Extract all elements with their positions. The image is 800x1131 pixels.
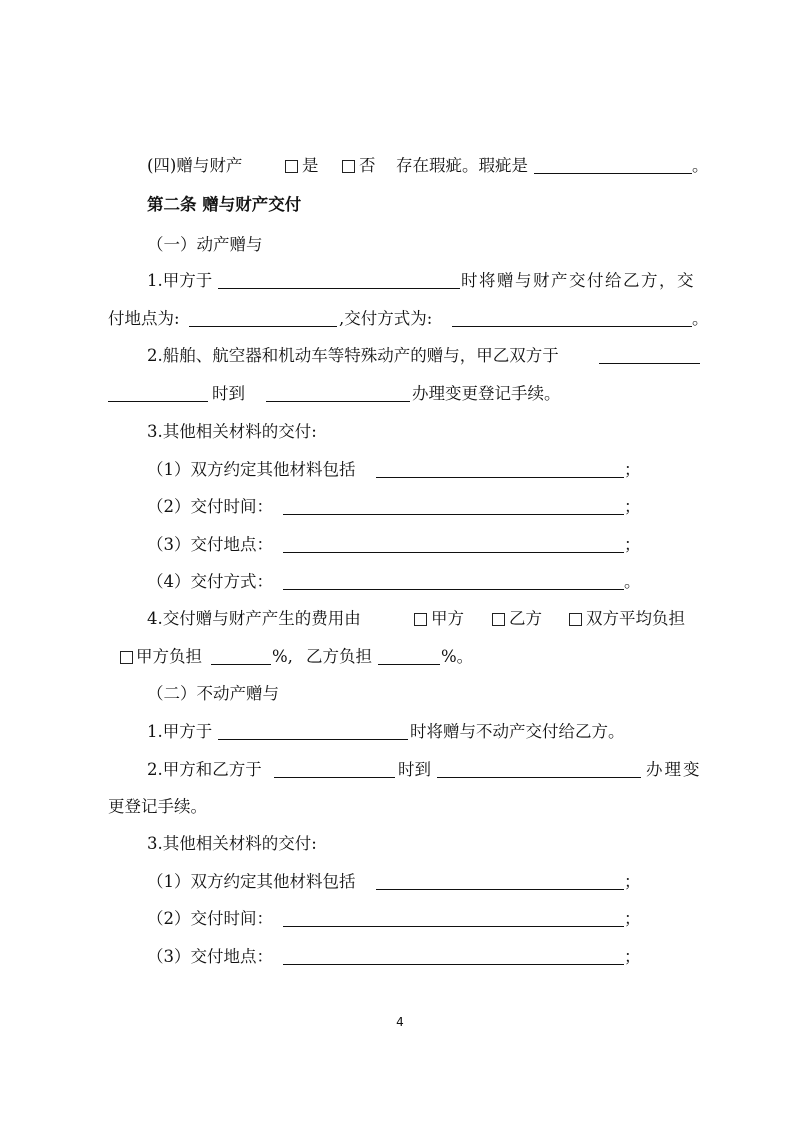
- checkbox-yes-label: 是: [302, 156, 319, 175]
- text: %。: [441, 647, 474, 666]
- text: 付地点为:: [108, 309, 180, 328]
- text: ；: [624, 872, 641, 891]
- immovable-date-blank[interactable]: [274, 777, 395, 778]
- text: （3）交付地点：: [147, 535, 273, 554]
- imm-materials-place-blank[interactable]: [283, 964, 624, 965]
- checkbox-party-b[interactable]: [492, 613, 505, 626]
- checkbox-party-a-share[interactable]: [120, 651, 133, 664]
- period: 。: [692, 156, 709, 175]
- defect-label: 存在瑕疵。瑕疵是: [396, 156, 528, 175]
- party-b-percent-blank[interactable]: [378, 664, 440, 665]
- text: 1.甲方于: [147, 722, 213, 741]
- other-materials-blank[interactable]: [376, 477, 624, 478]
- checkbox-label: 甲方: [431, 609, 464, 628]
- checkbox-no-label: 否: [359, 156, 376, 175]
- text: 时将赠与财产交付给乙方，交: [461, 271, 695, 290]
- delivery-method-blank[interactable]: [452, 326, 692, 327]
- immovable-registry-blank[interactable]: [437, 777, 641, 778]
- text: ；: [624, 460, 641, 479]
- text: 时到: [212, 384, 245, 403]
- text: （2）交付时间：: [147, 497, 273, 516]
- checkbox-split-equally[interactable]: [569, 613, 582, 626]
- text: ；: [624, 947, 641, 966]
- immovable-delivery-time-blank[interactable]: [218, 739, 408, 740]
- text: 2.船舶、航空器和机动车等特殊动产的赠与，甲乙双方于: [147, 346, 559, 365]
- text: 2.甲方和乙方于: [147, 760, 262, 779]
- date-blank-start[interactable]: [599, 363, 700, 364]
- registry-office-blank[interactable]: [266, 401, 410, 402]
- delivery-place-blank[interactable]: [189, 326, 337, 327]
- text: 3.其他相关材料的交付:: [147, 422, 317, 441]
- clause-4-prefix: (四)赠与财产: [147, 156, 243, 175]
- materials-method-blank[interactable]: [283, 589, 624, 590]
- text: ；: [624, 497, 641, 516]
- materials-place-blank[interactable]: [283, 552, 624, 553]
- text: （1）双方约定其他材料包括: [147, 460, 356, 479]
- checkbox-label: 乙方: [509, 609, 542, 628]
- checkbox-yes[interactable]: [285, 160, 298, 173]
- text: 乙方负担: [306, 647, 372, 666]
- imm-other-materials-blank[interactable]: [376, 889, 624, 890]
- date-blank-end[interactable]: [108, 401, 208, 402]
- text: 。: [624, 572, 641, 591]
- checkbox-party-a[interactable]: [414, 613, 427, 626]
- text: ；: [624, 909, 641, 928]
- delivery-time-blank[interactable]: [218, 288, 460, 289]
- text: %,: [272, 647, 293, 666]
- text: ,交付方式为:: [339, 309, 433, 328]
- page-number: 4: [396, 1015, 404, 1029]
- text: 4.交付赠与财产产生的费用由: [147, 609, 361, 628]
- defect-blank[interactable]: [534, 173, 692, 174]
- text: 时将赠与不动产交付给乙方。: [410, 722, 625, 741]
- text: 办理变更登记手续。: [412, 384, 561, 403]
- text: （2）交付时间：: [147, 909, 273, 928]
- party-a-percent-blank[interactable]: [211, 664, 271, 665]
- text: 时到: [398, 760, 431, 779]
- text: ；: [624, 535, 641, 554]
- text: 3.其他相关材料的交付:: [147, 834, 317, 853]
- checkbox-no[interactable]: [342, 160, 355, 173]
- checkbox-label: 甲方负担: [136, 647, 202, 666]
- text: 更登记手续。: [108, 797, 207, 816]
- text: （1）双方约定其他材料包括: [147, 872, 356, 891]
- text: 办理变: [646, 760, 702, 779]
- period: 。: [692, 309, 709, 328]
- materials-time-blank[interactable]: [283, 514, 624, 515]
- text: （4）交付方式：: [147, 572, 273, 591]
- imm-materials-time-blank[interactable]: [283, 926, 624, 927]
- movable-heading: （一）动产赠与: [147, 235, 263, 254]
- immovable-heading: （二）不动产赠与: [147, 684, 279, 703]
- text: 1.甲方于: [147, 271, 213, 290]
- article-2-title: 第二条 赠与财产交付: [147, 195, 302, 214]
- text: （3）交付地点：: [147, 947, 273, 966]
- checkbox-label: 双方平均负担: [586, 609, 685, 628]
